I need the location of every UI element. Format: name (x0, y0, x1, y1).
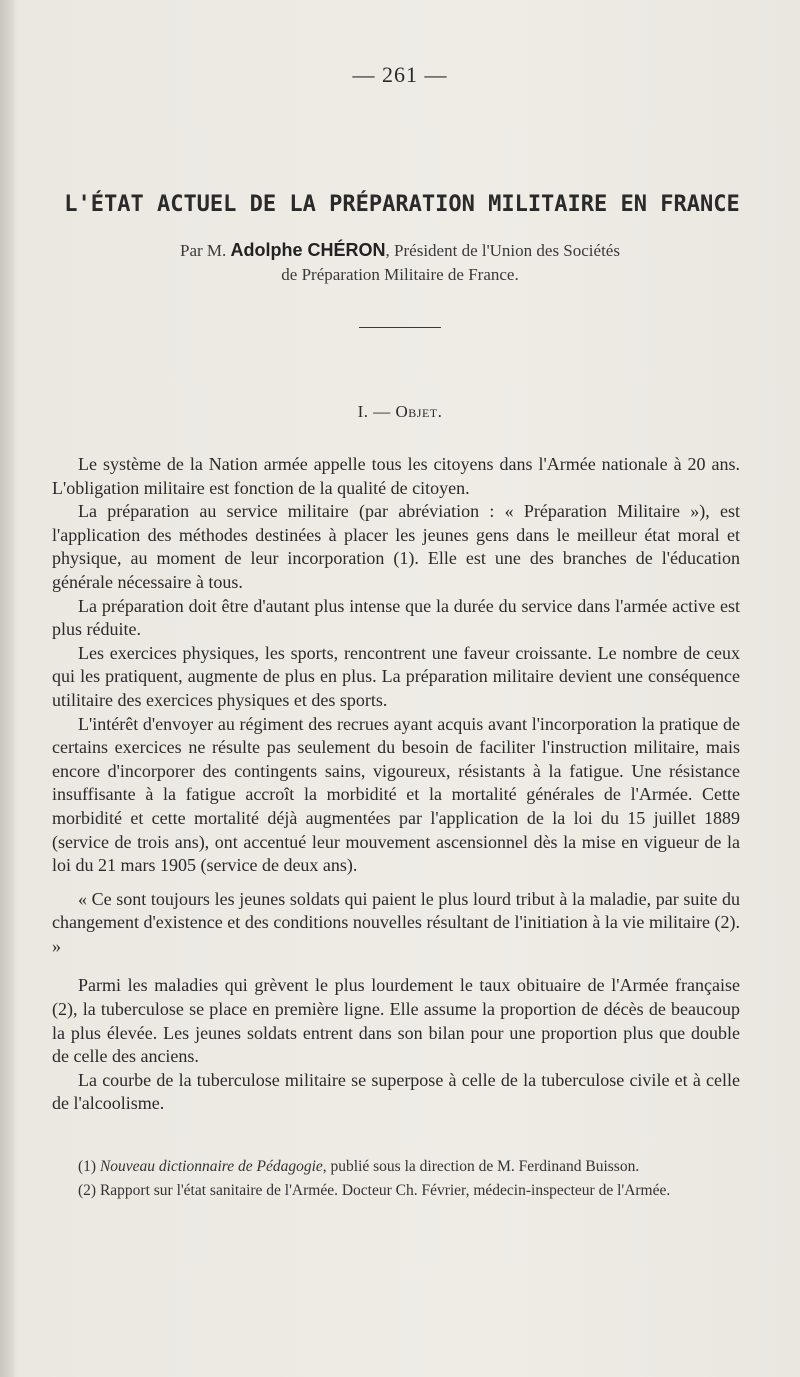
footnotes (52, 1157, 740, 1205)
body-text (52, 453, 740, 1116)
byline-author: Adolphe CHÉRON (230, 240, 386, 260)
footnote-work-title: Nouveau dictionnaire de Pédagogie (99, 1158, 323, 1175)
paragraph: Le système de la Nation armée appelle tous les citoyens dans l'Armée nationale à 20 ans. L'obligation militaire est fonction de la qualité de citoyen. (52, 454, 740, 498)
byline-role-1: , Président de l'Union des Sociétés (385, 241, 620, 260)
footnote-mark: (2) (78, 1182, 100, 1199)
title-rule (359, 327, 441, 328)
page-number: — 261 — (352, 62, 448, 87)
paragraph: L'intérêt d'envoyer au régiment des recrues ayant acquis avant l'incorporation la pratique de certains exercices ne résulte pas seulement du besoin de faciliter l'instruction militaire, mais encore d'incorporer des contingents sains, vigoureux, résistants à la fatigue. Une résistance insuffisante à la fatigue accroît la morbidité et la mortalité générales de l'Armée. Cette morbidité et cette mortalité déjà augmentées par l'application de la loi du 15 juillet 1889 (service de trois ans), ont accentué leur mouvement ascensionnel dès la mise en vigueur de la loi du 21 mars 1905 (service de deux ans). (52, 713, 740, 876)
footnote-1 (52, 1157, 740, 1177)
footnote-2 (52, 1181, 740, 1201)
footnote-text: Rapport sur l'état sanitaire de l'Armée. Docteur Ch. Février, médecin-inspecteur de l'Armée. (99, 1182, 671, 1199)
page-gutter (0, 0, 14, 1377)
section-title: Objet. (395, 402, 443, 421)
paragraph: La préparation doit être d'autant plus intense que la durée du service dans l'armée active est plus réduite. (52, 595, 740, 640)
section-number: I. — (357, 402, 396, 421)
paragraph: La préparation au service militaire (par abréviation : « Préparation Militaire »), est l'application des méthodes destinées à placer les jeunes gens dans le meilleur état moral et physique, au moment de leur incorporation (1). Elle est une des branches de l'éducation générale nécessaire à tous. (52, 501, 740, 592)
footnote-mark: (1) (78, 1158, 100, 1175)
byline-role-2: de Préparation Militaire de France. (281, 265, 519, 284)
section-heading (0, 402, 800, 422)
article-title: L'ÉTAT ACTUEL DE LA PRÉPARATION MILITAIRE EN FRANCE (64, 192, 740, 217)
byline (110, 238, 690, 287)
quotation-paragraph: « Ce sont toujours les jeunes soldats qui paient le plus lourd tribut à la maladie, par suite du changement d'existence et des conditions nouvelles résultant de l'initiation à la vie militaire (2). » (52, 888, 740, 956)
paragraph: Parmi les maladies qui grèvent le plus lourdement le taux obituaire de l'Armée française (2), la tuberculose se place en première ligne. Elle assume la proportion de décès de beaucoup la plus élevée. Les jeunes soldats entrent dans son bilan pour une proportion plus que double de celle des anciens. (52, 975, 740, 1067)
paragraph: Les exercices physiques, les sports, rencontrent une faveur croissante. Le nombre de ceux qui les pratiquent, augmente de plus en plus. La préparation militaire devient une conséquence utilitaire des exercices physiques et des sports. (52, 642, 740, 710)
byline-prefix: Par M. (180, 241, 231, 260)
footnote-text: , publié sous la direction de M. Ferdinand Buisson. (322, 1158, 640, 1175)
paragraph: La courbe de la tuberculose militaire se superpose à celle de la tuberculose civile et à celle de l'alcoolisme. (52, 1069, 740, 1114)
